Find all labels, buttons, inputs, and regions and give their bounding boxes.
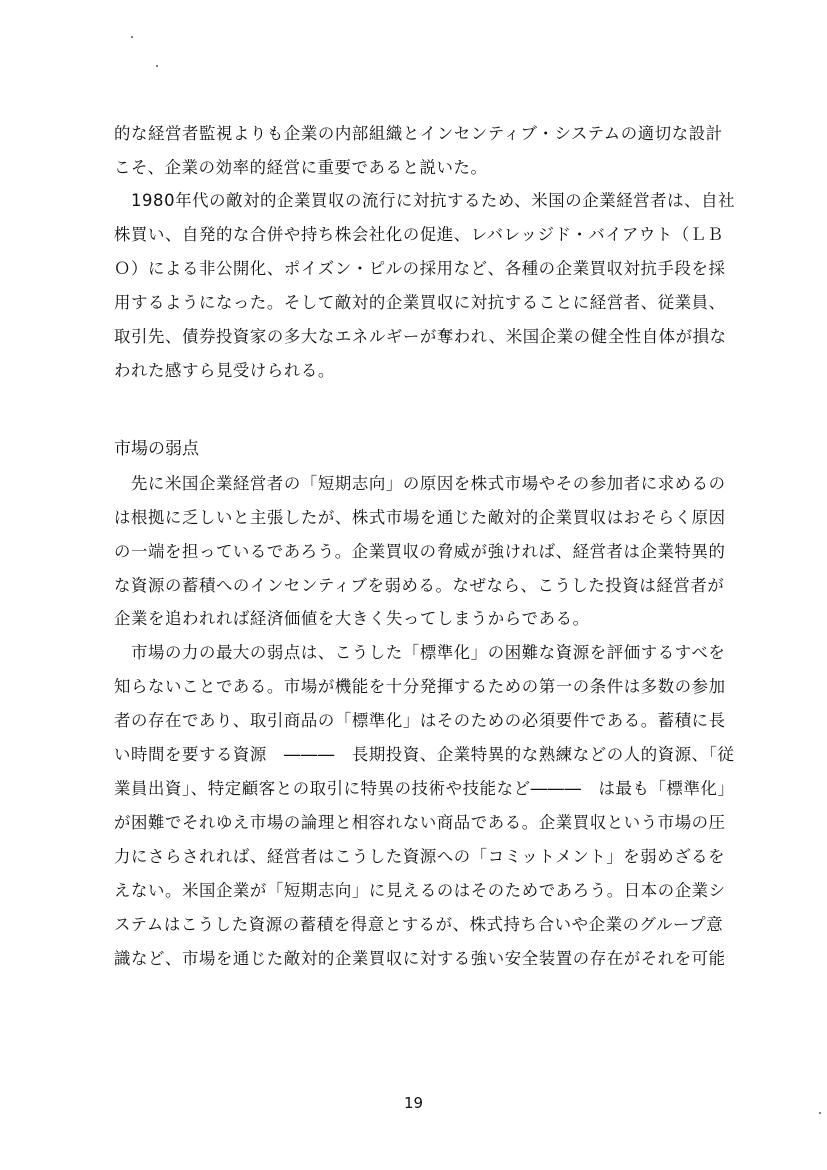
text-line: 知らないことである。市場が機能を十分発揮するための第一の条件は多数の参加 (114, 677, 726, 696)
page-number: 19 (403, 1094, 424, 1112)
text-line: な資源の蓄積へのインセンティブを弱める。なぜなら、こうした投資は経営者が (114, 576, 725, 595)
text-line: 力にさらされれば、経営者はこうした資源への「コミットメント」を弱めざるを (114, 847, 726, 866)
text-line: ステムはこうした資源の蓄積を得意とするが、株式持ち合いや企業のグループ意 (114, 915, 724, 934)
text-line: えない。米国企業が「短期志向」に見えるのはそのためであろう。日本の企業シ (114, 881, 726, 900)
text-line: 識など、市場を通じた敵対的企業買収に対する強い安全装置の存在がそれを可能 (114, 949, 726, 968)
text-line: 市場の力の最大の弱点は、こうした「標準化」の困難な資源を評価するすべを (114, 643, 726, 662)
text-line: 取引先、債券投資家の多大なエネルギーが奪われ、米国企業の健全性自体が損な (114, 327, 727, 346)
text-line: は根拠に乏しいと主張したが、株式市場を通じた敵対的企業買収はおそらく原因 (114, 508, 726, 527)
text-line: 先に米国企業経営者の「短期志向」の原因を株式市場やその参加者に求めるの (114, 474, 726, 493)
text-line: が困難でそれゆえ市場の論理と相容れない商品である。企業買収という市場の圧 (114, 813, 726, 832)
scan-speck (131, 36, 133, 38)
text-line: Ｏ）による非公開化、ポイズン・ピルの採用など、各種の企業買収対抗手段を採 (114, 259, 726, 278)
text-line: 1980年代の敵対的企業買収の流行に対抗するため、米国の企業経営者は、自社 (114, 191, 736, 210)
text-line: の一端を担っているであろう。企業買収の脅威が強ければ、経営者は企業特異的 (114, 542, 726, 561)
text-line: こそ、企業の効率的経営に重要であると説いた。 (114, 158, 488, 177)
text-line: 者の存在であり、取引商品の「標準化」はそのための必須要件である。蓄積に長 (114, 711, 726, 730)
scan-speck (819, 1112, 821, 1114)
text-line: 企業を追われれば経済価値を大きく失ってしまうからである。 (114, 609, 590, 628)
text-line: 株買い、自発的な合併や持ち株会社化の促進、レバレッジド・バイアウト（ＬＢ (114, 225, 724, 244)
text-line: われた感すら見受けられる。 (114, 361, 335, 380)
section-heading: 市場の弱点 (114, 439, 199, 459)
scan-speck (156, 65, 158, 67)
text-line: い時間を要する資源 ――― 長期投資、企業特異的な熟練などの人的資源、「従 (114, 745, 735, 764)
text-line: 用するようになった。そして敵対的企業買収に対抗することに経営者、従業員、 (114, 293, 726, 312)
text-line: 的な経営者監視よりも企業の内部組織とインセンティブ・システムの適切な設計 (114, 124, 723, 143)
text-line: 業員出資」、特定顧客との取引に特異の技術や技能など――― は最も「標準化」 (114, 779, 735, 798)
